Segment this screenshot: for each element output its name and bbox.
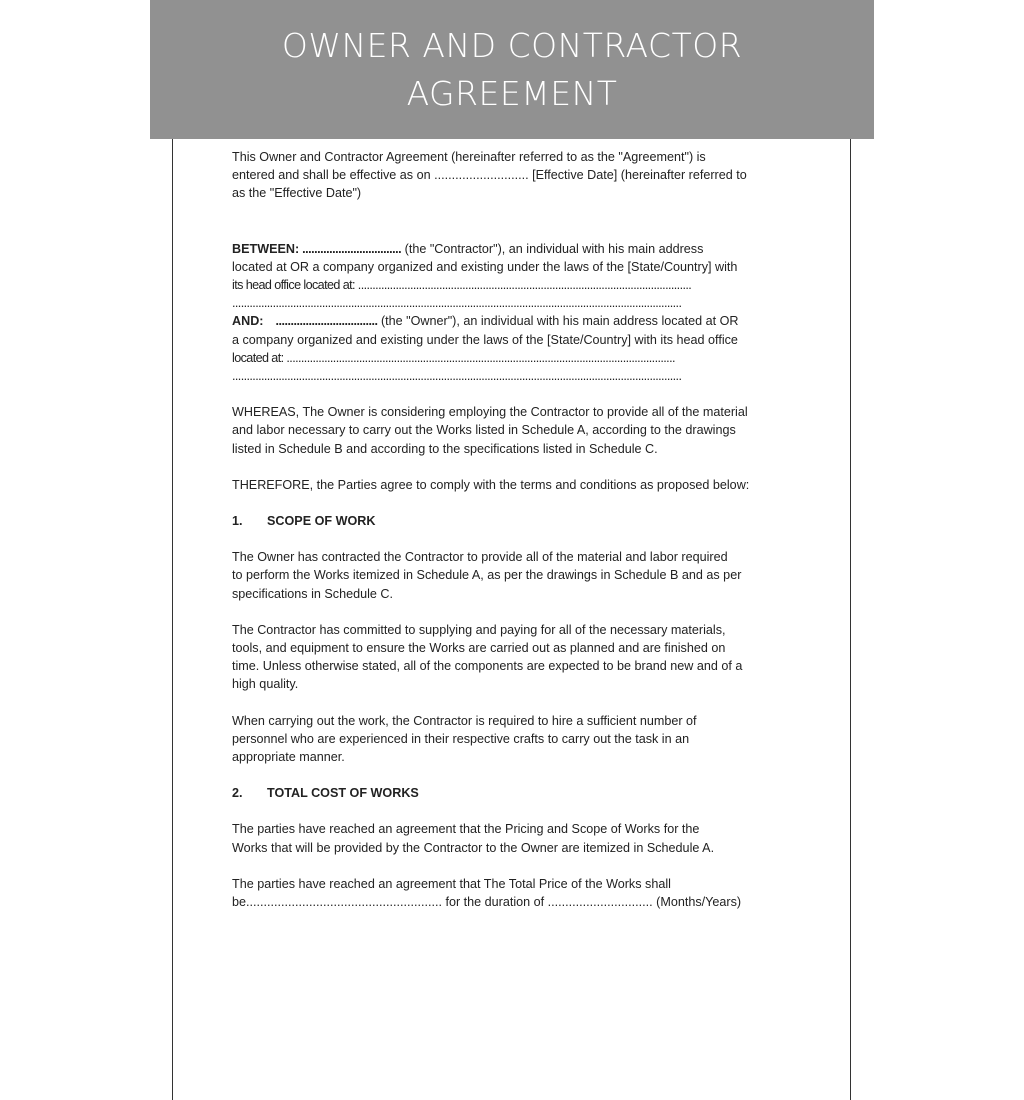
- cost-paragraph-1: [232, 820, 794, 856]
- owner-name-blank: ..................................: [263, 314, 378, 329]
- title-banner: [150, 0, 874, 139]
- text-line: The Contractor has committed to supplying and paying for all of the necessary materials,: [232, 622, 726, 637]
- text-line: located at OR a company organized and existing under the laws of the [State/Country] with: [232, 259, 738, 274]
- therefore-paragraph: [232, 476, 794, 494]
- document-body: [232, 148, 794, 911]
- text-line: Works that will be provided by the Contractor to the Owner are itemized in Schedule A.: [232, 840, 715, 855]
- contractor-name-blank: .................................: [299, 241, 402, 256]
- text-line: listed in Schedule B and according to the specifications listed in Schedule C.: [232, 441, 658, 456]
- text-line: specifications in Schedule C.: [232, 586, 394, 601]
- text-line: entered and shall be effective as on ........................... [Effective Date] (hereinafter referred to: [232, 168, 747, 183]
- between-party-block: [232, 240, 794, 313]
- text-line: THEREFORE, the Parties agree to comply with the terms and conditions as proposed below:: [232, 477, 750, 492]
- contractor-address-blank-1: its head office located at: ...................................................................................................................: [232, 278, 692, 293]
- text-fragment: (the "Owner"), an individual with his main address located at OR: [377, 314, 739, 329]
- text-line: time. Unless otherwise stated, all of the components are expected to be brand new and of a: [232, 659, 743, 674]
- section-number: 1.: [232, 514, 243, 529]
- text-line: a company organized and existing under the laws of the [State/Country] with its head office: [232, 332, 738, 347]
- text-line: high quality.: [232, 677, 299, 692]
- text-line: appropriate manner.: [232, 750, 345, 765]
- contractor-address-blank-2: ...........................................................................................................................................................: [232, 296, 682, 311]
- text-line: This Owner and Contractor Agreement (hereinafter referred to as the "Agreement") is: [232, 150, 706, 164]
- section-1-heading: [232, 512, 794, 530]
- text-line: [232, 312, 794, 330]
- text-line: [232, 240, 794, 258]
- text-fragment: (the "Contractor"), an individual with his main address: [401, 241, 704, 256]
- text-line: as the "Effective Date"): [232, 186, 362, 201]
- text-line: The parties have reached an agreement that The Total Price of the Works shall: [232, 876, 671, 891]
- total-price-line: be........................................................ for the duration of .............................. (Months/Years): [232, 895, 742, 910]
- scope-paragraph-1: [232, 548, 794, 603]
- text-line: tools, and equipment to ensure the Works are carried out as planned and are finished on: [232, 641, 726, 656]
- text-line: personnel who are experienced in their respective crafts to carry out the task in an: [232, 731, 690, 746]
- text-line: The Owner has contracted the Contractor to provide all of the material and labor required: [232, 550, 728, 565]
- banner-title-line-1: OWNER AND CONTRACTOR: [281, 25, 743, 65]
- between-label: BETWEEN:: [232, 241, 300, 256]
- owner-address-blank-2: ...........................................................................................................................................................: [232, 369, 682, 384]
- section-title: SCOPE OF WORK: [267, 514, 376, 529]
- cost-paragraph-2: [232, 875, 794, 911]
- text-line: to perform the Works itemized in Schedule A, as per the drawings in Schedule B and as per: [232, 568, 742, 583]
- scope-paragraph-2: [232, 621, 794, 694]
- text-line: When carrying out the work, the Contractor is required to hire a sufficient number of: [232, 713, 697, 728]
- text-line: and labor necessary to carry out the Works listed in Schedule A, according to the drawings: [232, 423, 736, 438]
- owner-address-blank-1: located at: ......................................................................................................................................: [232, 350, 675, 365]
- text-line: WHEREAS, The Owner is considering employing the Contractor to provide all of the material: [232, 405, 748, 420]
- text-line: The parties have reached an agreement that the Pricing and Scope of Works for the: [232, 822, 700, 837]
- section-number: 2.: [232, 786, 243, 801]
- and-party-block: [232, 312, 794, 385]
- intro-paragraph: [232, 148, 794, 203]
- section-2-heading: [232, 784, 794, 802]
- banner-title-line-2: AGREEMENT: [406, 73, 618, 113]
- and-label: AND:: [232, 314, 264, 329]
- whereas-paragraph: [232, 403, 794, 458]
- scope-paragraph-3: [232, 712, 794, 767]
- section-title: TOTAL COST OF WORKS: [267, 786, 419, 801]
